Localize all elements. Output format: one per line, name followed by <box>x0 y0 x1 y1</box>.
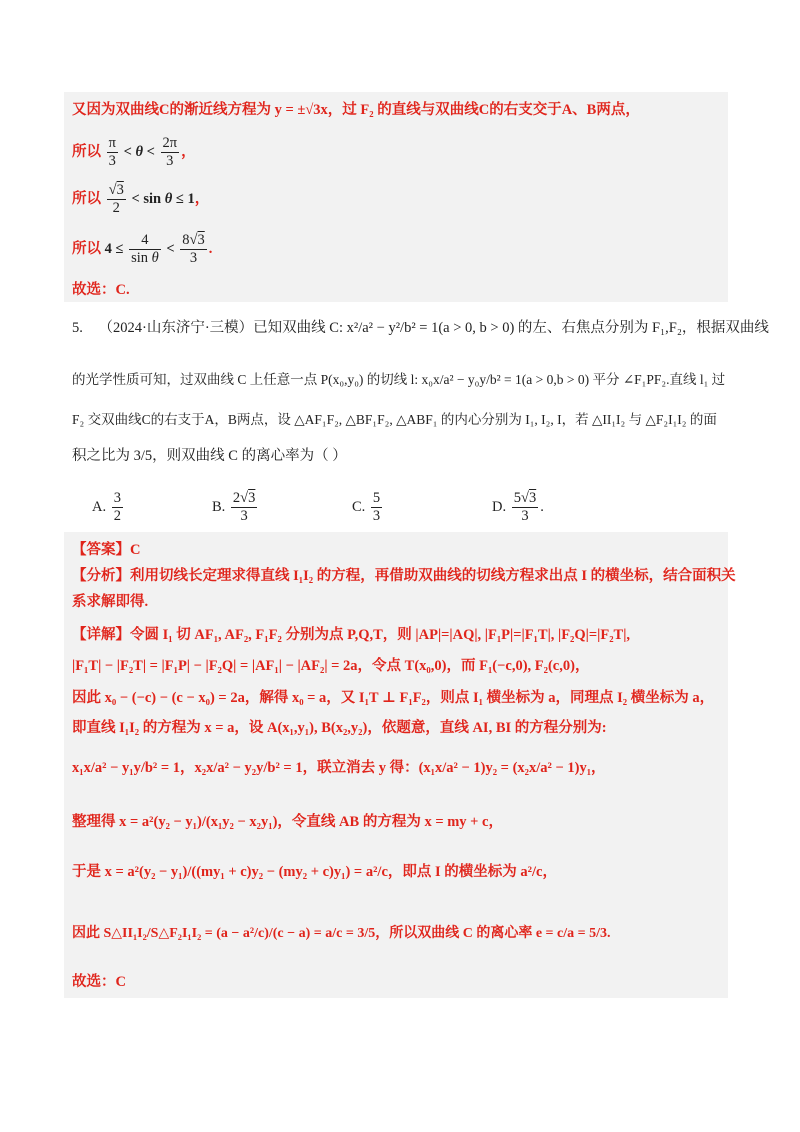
sol5-detail-6: 整理得 x = a²(y₂ − y₁)/(x₁y₂ − x₂y₁)，令直线 AB 的方程为 x = my + c， <box>72 814 503 830</box>
sol5-final-answer: 故选：C <box>72 974 126 990</box>
option-a[interactable]: A. $\frac{3}{2}$ <box>92 490 121 524</box>
q5-line2: 的光学性质可知，过双曲线 C 上任意一点 P(x₀,y₀) 的切线 l: x₀x/a² − y₀y/b² = 1(a > 0,b > 0) 平分 ∠F₁PF₂.直线 l₁ 过 <box>72 372 726 387</box>
sol5-analysis <box>72 566 736 586</box>
analysis-line1: 利用切线长定理求得直线 I₁I₂ 的方程，再借助双曲线的切线方程求出点 I 的横坐标，结合面积关 <box>130 568 736 584</box>
option-b[interactable]: B. $\frac{2√3}{3}$ <box>212 490 256 524</box>
sol5-detail-2: |F₁T| − |F₂T| = |F₁P| − |F₂Q| = |AF₁| − |AF₂| = 2a，令点 T(x₀,0)，而 F₁(−c,0), F₂(c,0)， <box>72 658 590 674</box>
option-d[interactable]: D. $\frac{5√3}{3}$ . <box>492 490 544 524</box>
detail-d1: 令圆 I₁ 切 AF₁, AF₂, F₁F₂ 分别为点 P,Q,T，则 |AP|=|AQ|, |F₁P|=|F₁T|, |F₂Q|=|F₂T|, <box>130 627 631 643</box>
sol5-detail-4: 即直线 I₁I₂ 的方程为 x = a，设 A(x₁,y₁), B(x₂,y₂)，依题意，直线 AI, BI 的方程分别为: <box>72 720 607 736</box>
sol5-analysis-line2: 系求解即得. <box>72 594 149 610</box>
sol5-answer-tag: 【答案】C <box>72 542 141 558</box>
analysis-tag: 【分析】 <box>72 568 130 584</box>
q5-line1 <box>72 318 769 338</box>
sol4-line3-prefix: 所以 <box>72 190 101 207</box>
sol5-detail-7: 于是 x = a²(y₂ − y₁)/((my₁ + c)y₂ − (my₂ + c)y₁) = a²/c，即点 I 的横坐标为 a²/c， <box>72 864 557 880</box>
option-a-label: A. <box>92 498 107 515</box>
option-b-label: B. <box>212 498 226 515</box>
q5-source: （2024·山东济宁·三模） <box>98 320 254 336</box>
sol4-line1: 又因为双曲线C的渐近线方程为 y = ±√3x，过 F₂ 的直线与双曲线C的右支交于A、B两点， <box>72 102 640 118</box>
option-d-label: D. <box>492 498 507 515</box>
q5-text-line1: 已知双曲线 C: x²/a² − y²/b² = 1(a > 0, b > 0) 的左、右焦点分别为 F₁,F₂，根据双曲线 <box>253 320 769 336</box>
sol4-line4: 所以 4 ≤ $\frac{4}{\text{sin θ}}$ < $\frac{8√3}{3}$ . <box>72 232 213 266</box>
q5-number: 5. <box>72 320 83 336</box>
q5-line3: F₂ 交双曲线C的右支于A，B两点，设 △AF₁F₂, △BF₁F₂, △ABF₁ 的内心分别为 I₁, I₂, I，若 △II₁I₂ 与 △F₂I₁I₂ 的面 <box>72 412 717 427</box>
detail-tag: 【详解】 <box>72 627 130 643</box>
sol4-line2: 所以 $\frac{\pi}{3}$ < θ < $\frac{2\pi}{3}$ ， <box>72 135 196 169</box>
sol5-detail-3: 因此 x₀ − (−c) − (c − x₀) = 2a，解得 x₀ = a，又 I₁T ⊥ F₁F₂，则点 I₁ 横坐标为 a，同理点 I₂ 横坐标为 a， <box>72 690 715 706</box>
sol5-detail-5: x₁x/a² − y₁y/b² = 1，x₂x/a² − y₂y/b² = 1，联立消去 y 得：(x₁x/a² − 1)y₂ = (x₂x/a² − 1)y₁， <box>72 760 606 776</box>
option-c-label: C. <box>352 498 366 515</box>
sol5-detail-1 <box>72 625 630 645</box>
option-c[interactable]: C. $\frac{5}{3}$ <box>352 490 381 524</box>
q5-line4: 积之比为 3/5，则双曲线 C 的离心率为（ ） <box>72 448 347 464</box>
sol5-detail-8: 因此 S△II₁I₂/S△F₂I₁I₂ = (a − a²/c)/(c − a) = a/c = 3/5，所以双曲线 C 的离心率 e = c/a = 5/3. <box>72 926 611 941</box>
sol4-line2-prefix: 所以 <box>72 143 101 160</box>
sol4-line4-prefix: 所以 <box>72 240 101 257</box>
sol4-answer: 故选：C. <box>72 282 130 298</box>
sol4-line3: 所以 $\frac{√3}{2}$ < sin θ ≤ 1， <box>72 182 210 216</box>
